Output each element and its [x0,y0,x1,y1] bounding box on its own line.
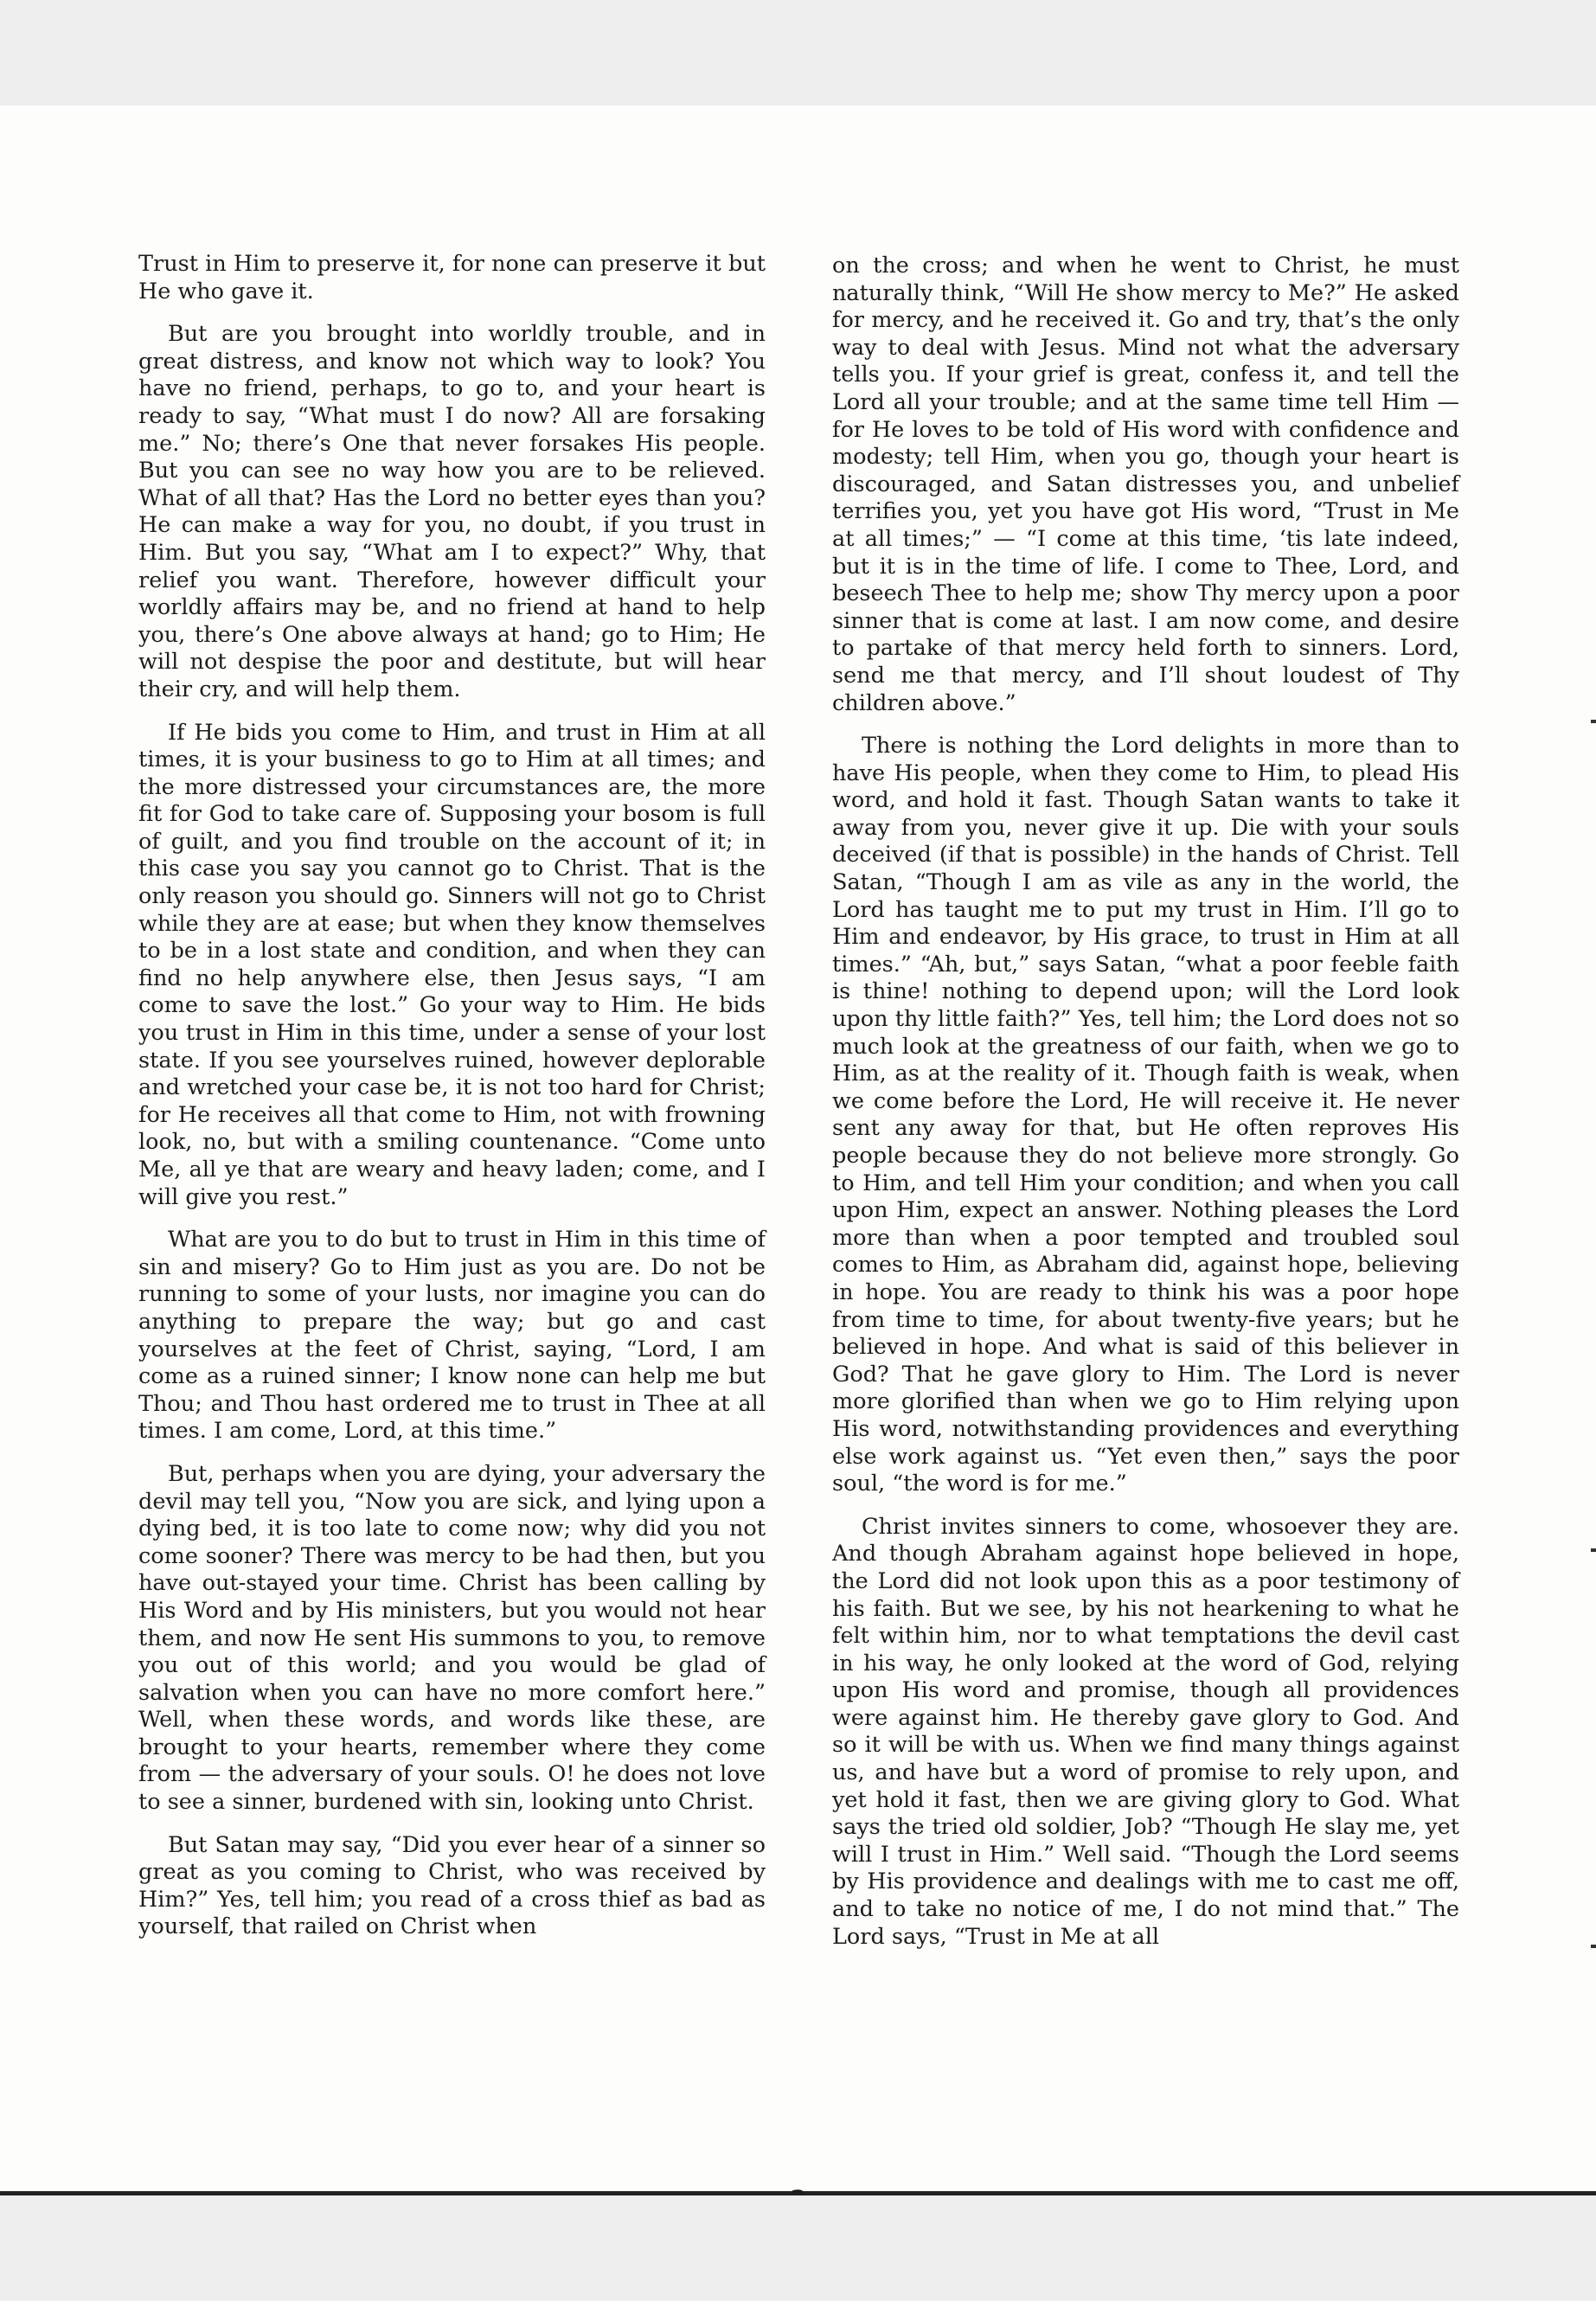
paragraph: If He bids you come to Him, and trust in Him at all times, it is your business to go to Him at all times; and the more distressed your circumstances are, the more fit for God to take care of. Supposing your bosom is full of guilt, and you find trouble on the account of it; in this case you say you cannot go to Christ. That is the only reason you should go. Sinners will not go to Christ while they are at ease; but when they know themselves to be in a lost state and condition, and when they can find no help anywhere else, then Jesus says, “I am come to save the lost.” Go your way to Him. He bids you trust in Him in this time, under a sense of your lost state. If you see yourselves ruined, however deplorable and wretched your case be, it is not too hard for Christ; for He receives all that come to Him, not with frowning look, no, but with a smiling countenance. “Come unto Me, all ye that are weary and heavy laden; come, and I will give you rest.” [138,719,766,1210]
scan-bottom-margin [0,2195,1596,2301]
paragraph: But Satan may say, “Did you ever hear of a sinner so great as you coming to Christ, who was received by Him?” Yes, tell him; you read of a cross thief as bad as yourself, that railed on Christ when [138,1831,766,1940]
paragraph: on the cross; and when he went to Christ, he must naturally think, “Will He show mercy to Me?” He asked for mercy, and he received it. Go and try, that’s the only way to deal with Jesus. Mind not what the adversary tells you. If your grief is great, confess it, and tell the Lord all your trouble; and at the same time tell Him — for He loves to be told of His word with confidence and modesty; tell Him, when you go, though your heart is discouraged, and Satan distresses you, and unbelief terrifies you, yet you have got His word, “Trust in Me at all times;” — “I come at this time, ‘tis late indeed, but it is in the time of life. I come to Thee, Lord, and beseech Thee to help me; show Thy mercy upon a poor sinner that is come at last. I am now come, and desire to partake of that mercy held forth to sinners. Lord, send me that mercy, and I’ll shout loudest of Thy children above.” [832,253,1459,716]
paragraph: Trust in Him to preserve it, for none can preserve it but He who gave it. [138,251,766,304]
paragraph: Christ invites sinners to come, whosoever they are. And though Abraham against hope believed in hope, the Lord did not look upon this as a poor testimony of his faith. But we see, by his not hearkening to what he felt within him, nor to what temptations the devil cast in his way, he only looked at the word of God, relying upon His word and promise, though all providences were against him. He thereby gave glory to God. And so it will be with us. When we find many things against us, and have but a word of promise to rely upon, and yet hold it fast, then we are giving glory to God. What says the tried old soldier, Job? “Though He slay me, yet will I trust in Him.” Well said. “Though the Lord seems by His providence and dealings with me to cast me off, and to take no notice of me, I do not mind that.” The Lord says, “Trust in Me at all [832,1513,1459,1950]
margin-mark [1591,1548,1596,1552]
document-page [0,106,1596,2195]
left-column [138,251,766,1957]
margin-mark [1591,720,1596,723]
paragraph: But are you brought into worldly trouble, and in great distress, and know not which way to look? You have no friend, perhaps, to go to, and your heart is ready to say, “What must I do now? All are forsaking me.” No; there’s One that never forsakes His people. But you can see no way how you are to be relieved. What of all that? Has the Lord no better eyes than you? He can make a way for you, no doubt, if you trust in Him. But you say, “What am I to expect?” Why, that relief you want. Therefore, however difficult your worldly affairs may be, and no friend at hand to help you, there’s One above always at hand; go to Him; He will not despise the poor and destitute, but will hear their cry, and will help them. [138,321,766,702]
margin-mark [1591,1945,1596,1948]
paragraph: There is nothing the Lord delights in more than to have His people, when they come to Him, to plead His word, and hold it fast. Though Satan wants to take it away from you, never give it up. Die with your souls deceived (if that is possible) in the hands of Christ. Tell Satan, “Though I am as vile as any in the world, the Lord has taught me to put my trust in Him. I’ll go to Him and endeavor, by His grace, to trust in Him at all times.” “Ah, but,” says Satan, “what a poor feeble faith is thine! nothing to depend upon; will the Lord look upon thy little faith?” Yes, tell him; the Lord does not so much look at the greatness of our faith, when we go to Him, as at the reality of it. Though faith is weak, when we come before the Lord, He will receive it. He never sent any away for that, but He often reproves His people because they do not believe more strongly. Go to Him, and tell Him your condition; and when you call upon Him, expect an answer. Nothing pleases the Lord more than when a poor tempted and troubled soul comes to Him, as Abraham did, against hope, believing in hope. You are ready to think his was a poor hope from time to time, for about twenty-five years; but he believed in hope. And what is said of this believer in God? That he gave glory to Him. The Lord is never more glorified than when we go to Him relying upon His word, notwithstanding providences and everything else work against us. “Yet even then,” says the poor soul, “the word is for me.” [832,733,1459,1497]
right-column [832,253,1459,1966]
paragraph: What are you to do but to trust in Him in this time of sin and misery? Go to Him just as you are. Do not be running to some of your lusts, nor imagine you can do anything to prepare the way; but go and cast yourselves at the feet of Christ, saying, “Lord, I am come as a ruined sinner; I know none can help me but Thou; and Thou hast ordered me to trust in Thee at all times. I am come, Lord, at this time.” [138,1227,766,1445]
scan-top-margin [0,0,1596,106]
paragraph: But, perhaps when you are dying, your adversary the devil may tell you, “Now you are sick, and lying upon a dying bed, it is too late to come now; why did you not come sooner? There was mercy to be had then, but you have out-stayed your time. Christ has been calling by His Word and by His ministers, but you would not hear them, and now He sent His summons to you, to remove you out of this world; and you would be glad of salvation when you can have no more comfort here.” Well, when these words, and words like these, are brought to your hearts, remember where they come from — the adversary of your souls. O! he does not love to see a sinner, burdened with sin, looking unto Christ. [138,1460,766,1816]
